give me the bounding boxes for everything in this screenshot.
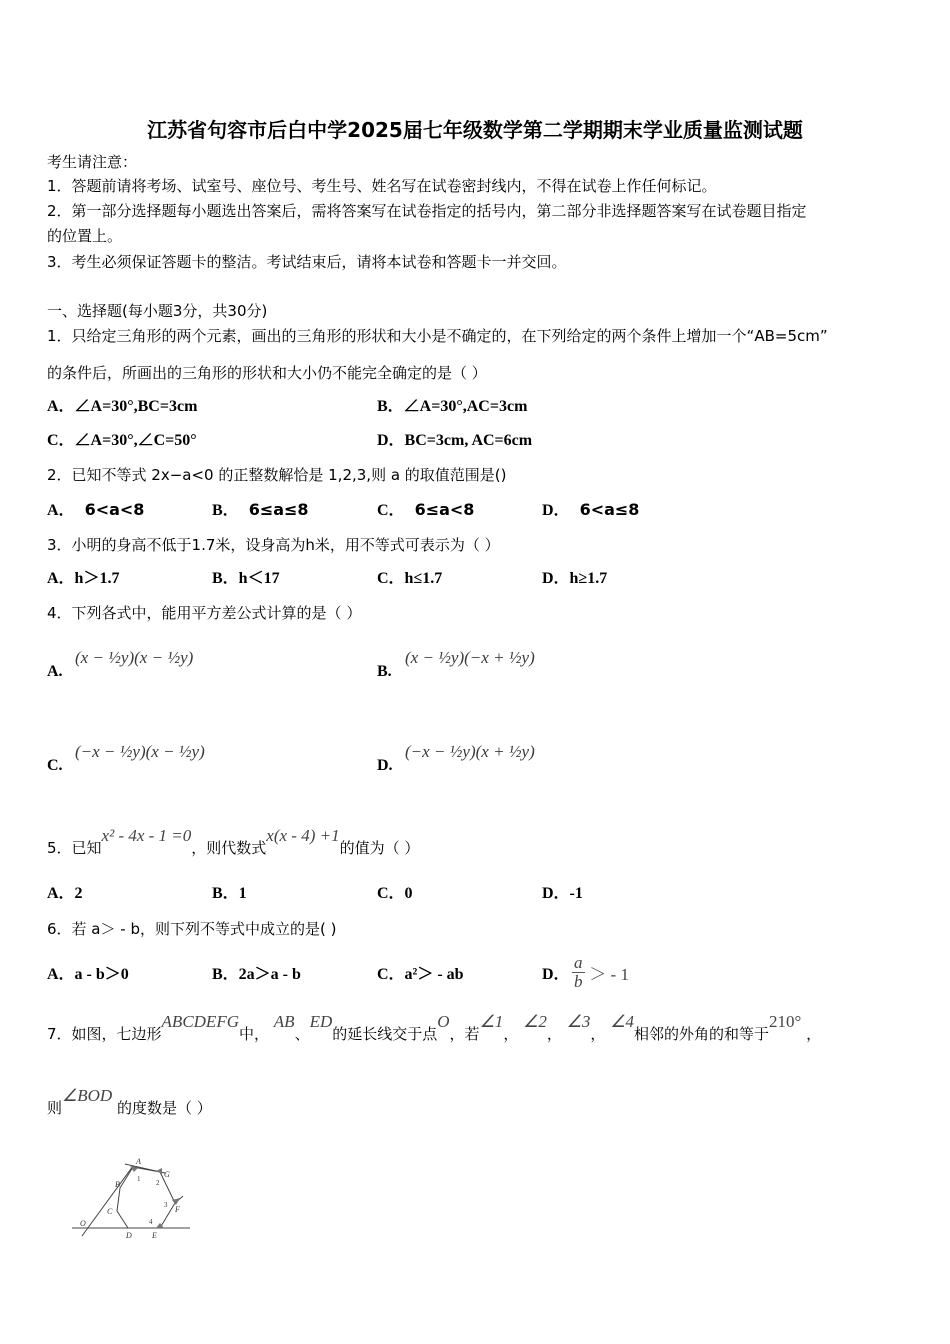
q7-ab: AB — [273, 1012, 295, 1031]
q3-option-a: A．h＞1.7 — [47, 570, 120, 587]
q7-t3: ，若 — [449, 1025, 480, 1043]
q7-angle4: ∠4 — [610, 1012, 634, 1031]
q5-option-a: A．2 — [47, 885, 83, 902]
q7-then: 则 — [47, 1099, 63, 1117]
heptagon-figure — [60, 1150, 220, 1250]
q5-mid: ，则代数式 — [191, 839, 267, 857]
angle-label: 2 — [156, 1179, 160, 1187]
angle-label: 3 — [164, 1201, 168, 1209]
q5-expression: x(x - 4) +1 — [266, 826, 340, 845]
q7-t2: 的延长线交于点 — [332, 1025, 438, 1043]
q3-option-b: B．h＜17 — [212, 570, 280, 587]
notice-item: 3．考生必须保证答题卡的整洁。考试结束后，请将本试卷和答题卡一并交回。 — [47, 253, 567, 271]
notice-item: 1．答题前请将考场、试室号、座位号、考生号、姓名写在试卷密封线内，不得在试卷上作任何标记。 — [47, 177, 717, 195]
q1-option-d: D．BC=3cm, AC=6cm — [377, 432, 533, 449]
point-label: F — [175, 1205, 180, 1214]
q4-label-a: A. — [47, 663, 63, 680]
q1-option-b: B．∠A=30°,AC=3cm — [377, 398, 528, 415]
notice-item: 的位置上。 — [47, 227, 123, 245]
angle-label: 4 — [149, 1218, 153, 1226]
q5-post: 的值为（ ） — [339, 839, 420, 857]
line-ab-extension — [82, 1166, 133, 1236]
q6-option-a: A．a - b＞0 — [47, 966, 129, 983]
q3-option-c: C．h≤1.7 — [377, 570, 443, 587]
q4-expr-a: (x − ½y)(x − ½y) — [75, 648, 194, 667]
q1-text: 1．只给定三角形的两个元素，画出的三角形的形状和大小是不确定的，在下列给定的两个条件上增加一个“AB=5cm” — [47, 327, 828, 345]
fraction-rest: ＞ - 1 — [589, 965, 629, 984]
q3-text: 3．小明的身高不低于1.7米，设身高为h米，用不等式可表示为（ ） — [47, 536, 500, 554]
q7-ed: ED — [309, 1012, 333, 1031]
point-label: E — [152, 1231, 157, 1240]
q2-option-a: A． 6<a<8 — [47, 500, 145, 519]
q5-pre: 5．已知 — [47, 839, 102, 857]
q6-option-d-fraction — [572, 954, 629, 991]
section-heading: 一、选择题(每小题3分，共30分) — [47, 302, 268, 320]
q7-bod: ∠BOD — [62, 1086, 113, 1105]
q7-angle1: ∠1 — [479, 1012, 504, 1031]
point-label: A — [136, 1157, 141, 1166]
point-label: O — [80, 1219, 86, 1228]
q5-option-b: B．1 — [212, 885, 247, 902]
q7-o: O — [437, 1012, 450, 1031]
q4-label-c: C. — [47, 757, 63, 774]
q1-text: 的条件后，所画出的三角形的形状和大小仍不能完全确定的是（ ） — [47, 364, 487, 382]
q3-option-d: D．h≥1.7 — [542, 570, 608, 587]
point-label: B — [115, 1180, 120, 1189]
q7-t1: 中， — [238, 1025, 269, 1043]
fraction-numerator: a — [574, 953, 583, 972]
q7-t6: 的度数是（ ） — [116, 1099, 212, 1117]
q4-text: 4．下列各式中，能用平方差公式计算的是（ ） — [47, 604, 362, 622]
q1-option-a: A．∠A=30°,BC=3cm — [47, 398, 198, 415]
q2-option-d: D． 6<a≤8 — [542, 500, 640, 519]
q2-text: 2．已知不等式 2x−a<0 的正整数解恰是 1,2,3,则 a 的取值范围是() — [47, 466, 507, 484]
notice-heading: 考生请注意： — [47, 153, 138, 171]
q6-option-c: C．a²＞ - ab — [377, 966, 464, 983]
q7-t4: 相邻的外角的和等于 — [633, 1025, 769, 1043]
q7-degree: 210° — [768, 1012, 802, 1031]
q1-option-c: C．∠A=30°,∠C=50° — [47, 432, 197, 449]
notice-item: 2．第一部分选择题每小题选出答案后，需将答案写在试卷指定的括号内，第二部分非选择题答案写在试卷题目指定 — [47, 202, 807, 220]
q2-option-c: C． 6≤a<8 — [377, 500, 475, 519]
q4-expr-b: (x − ½y)(−x + ½y) — [405, 648, 535, 667]
q4-expr-d: (−x − ½y)(x + ½y) — [405, 742, 535, 761]
point-label: G — [164, 1170, 170, 1179]
q5-text — [47, 826, 420, 858]
q7-text-line2 — [47, 1086, 212, 1118]
angle-label: 1 — [137, 1175, 141, 1183]
q7-sep: 、 — [294, 1025, 310, 1043]
q6-option-b: B．2a＞a - b — [212, 966, 301, 983]
q6-option-d: D． — [542, 966, 570, 983]
q7-comma: ， — [546, 1025, 562, 1043]
q4-label-d: D. — [377, 757, 393, 774]
q7-angle2: ∠2 — [523, 1012, 547, 1031]
q7-polygon: ABCDEFG — [161, 1012, 239, 1031]
page-title: 江苏省句容市后白中学2025届七年级数学第二学期期末学业质量监测试题 — [147, 118, 803, 142]
q4-expr-c: (−x − ½y)(x − ½y) — [75, 742, 205, 761]
q6-text: 6．若 a＞ - b，则下列不等式中成立的是( ) — [47, 920, 337, 938]
q5-option-c: C．0 — [377, 885, 413, 902]
q7-text — [47, 1012, 822, 1044]
q7-t5: ， — [806, 1025, 822, 1043]
q7-comma: ， — [503, 1025, 519, 1043]
q2-option-b: B． 6≤a≤8 — [212, 500, 309, 519]
q4-label-b: B. — [377, 663, 392, 680]
fraction-denominator: b — [574, 972, 583, 991]
point-label: D — [126, 1231, 132, 1240]
point-label: C — [107, 1207, 113, 1216]
q5-option-d: D．-1 — [542, 885, 583, 902]
q7-angle3: ∠3 — [566, 1012, 591, 1031]
q7-pre: 7．如图，七边形 — [47, 1025, 162, 1043]
q7-comma: ， — [590, 1025, 606, 1043]
q5-equation: x² - 4x - 1 =0 — [101, 826, 192, 845]
